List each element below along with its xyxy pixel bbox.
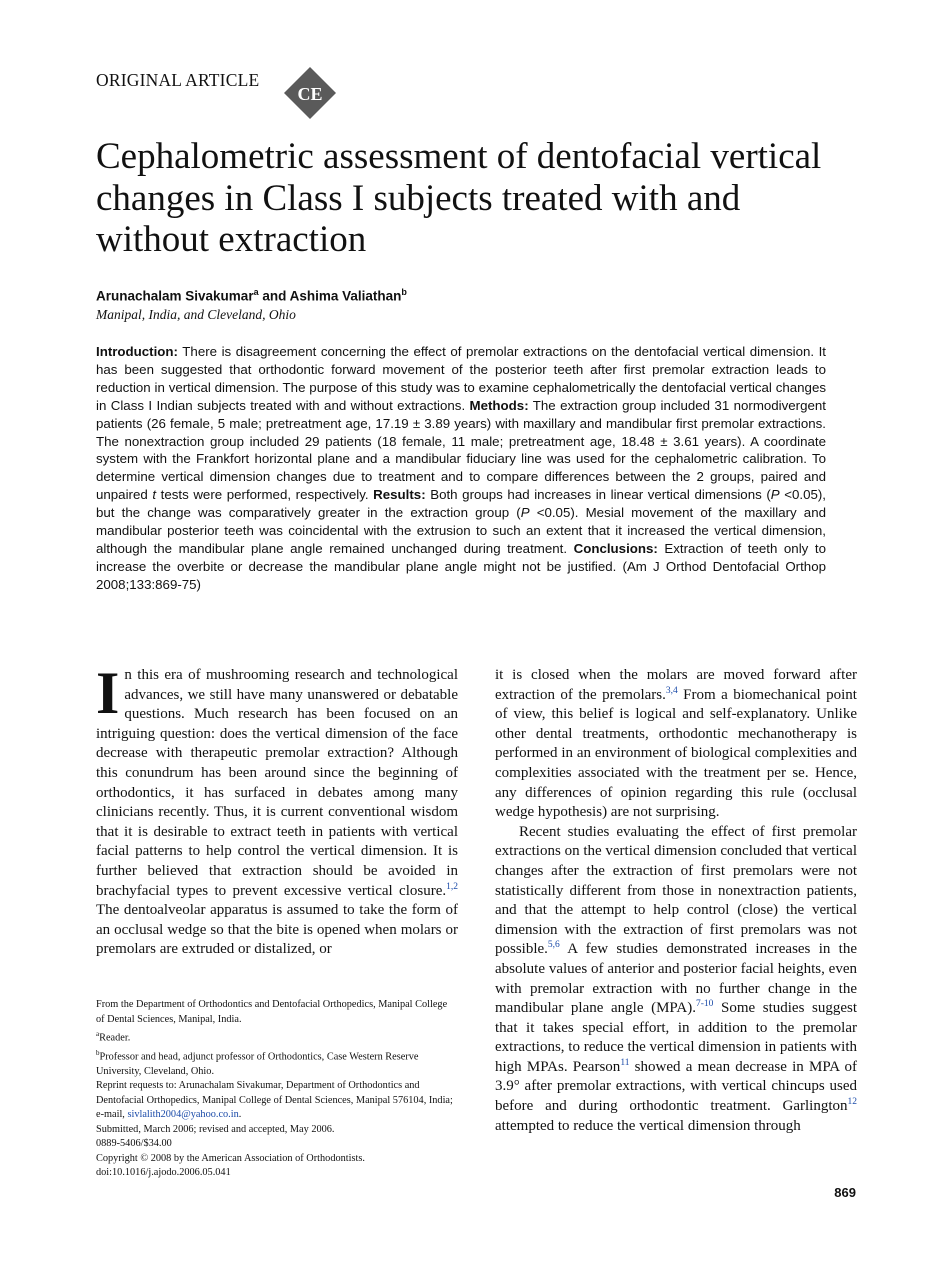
footnote-text: . bbox=[238, 1109, 242, 1121]
body-text: The dentoalveolar apparatus is assumed to take the form of an occlusal wedge so that the bite is opened when molars or premolars are extruded or distalized, or bbox=[96, 902, 458, 958]
footnotes bbox=[96, 998, 458, 1181]
abstract-italic-p: P bbox=[520, 505, 530, 521]
section-label: ORIGINAL ARTICLE bbox=[96, 70, 260, 90]
page-number: 869 bbox=[834, 1185, 856, 1200]
abstract-text: <0.05). Mesial movement of the maxillary and mandibular posterior teeth was coincidental with the extrusion to such an extent that it increased the vertical dimension, although the mandibular plane angle remained unchanged during treatment. bbox=[96, 505, 826, 556]
footnote-b bbox=[96, 1046, 458, 1079]
body-text: n this era of mushrooming research and technological advances, we still have many unanswered or debatable questions. Much research has been focused on an intriguing question: does the vertical dimension of the face decrease with therapeutic premolar extraction? Although this conundrum has been around since the beginning of orthodontics, it has surfaced in debates among many clinicians recently. Thus, it is current conventional wisdom that it is desirable to extract teeth in patients with vertical facial patterns to help control the vertical dimension. It is further believed that extraction should be avoided in brachyfacial types to prevent excessive vertical closure. bbox=[96, 667, 458, 899]
body-text: From a biomechanical point of view, this belief is logical and self-explanatory. Unlike other dental treatments, orthodontic mechanotherapy is performed in an environment of biological complexities and complexities associated with the treatment per se. Hence, any differences of opinion regarding this rule (occlusal wedge hypothesis) are not surprising. bbox=[495, 686, 857, 821]
footnote-a bbox=[96, 1027, 458, 1046]
footnote-text: Professor and head, adjunct professor of Orthodontics, Case Western Reserve University, Cleveland, Ohio. bbox=[96, 1051, 419, 1077]
abstract-heading-results: Results: bbox=[373, 487, 426, 503]
abstract-text: The extraction group included 31 normodivergent patients (26 female, 5 male; pretreatment age, 17.19 ± 3.89 years) with maxillary and mandibular first premolar extractions. The nonextraction group included 29 patients (18 female, 11 male; pretreatment age, 18.48 ± 3.61 years). A coordinate system with the Frankfort horizontal plane and a mandibular fiduciary line was used for the cephalometric calibration. To determine vertical dimension changes due to treatment and to compare differences between the 2 groups, paired and unpaired bbox=[96, 397, 826, 503]
abstract bbox=[96, 343, 826, 594]
footnote-doi: doi:10.1016/j.ajodo.2006.05.041 bbox=[96, 1167, 231, 1179]
body-column-left bbox=[96, 660, 458, 960]
author-name: Arunachalam Sivakumar bbox=[96, 288, 254, 304]
abstract-text: Extraction of teeth only to increase the overbite or decrease the mandibular plane angle might not be justified. (Am J Orthod Dentofacial Orthop 2008;133:869-75) bbox=[96, 540, 826, 592]
badge-text: CE bbox=[297, 84, 323, 104]
footnote-mark: a bbox=[96, 1030, 100, 1038]
citation-link[interactable]: 5,6 bbox=[547, 940, 560, 951]
body-text: showed a mean decrease in MPA of 3.9° after premolar extractions, with vertical chincups used before and during orthodontic treatment. Garlington bbox=[495, 1058, 857, 1115]
footnote-department: From the Department of Orthodontics and Dentofacial Orthopedics, Manipal College of Dental Sciences, Manipal, India. bbox=[96, 999, 448, 1025]
body-text: Recent studies evaluating the effect of first premolar extractions on the vertical dimension concluded that vertical changes after the extraction of first premolars were not statistically different from those in nonextraction patients, and that the attempt to help control (close) the vertical dimension with the extraction of first premolars was not possible. bbox=[495, 823, 857, 958]
body-text: attempted to reduce the vertical dimension through bbox=[495, 1117, 801, 1134]
footnote-reprint bbox=[96, 1079, 458, 1123]
author-line bbox=[96, 287, 407, 304]
affiliation-mark: b bbox=[401, 287, 407, 297]
footnote-copyright: Copyright © 2008 by the American Association of Orthodontists. bbox=[96, 1152, 365, 1164]
citation-link[interactable]: 12 bbox=[847, 1097, 857, 1108]
abstract-text: <0.05), but the change was comparatively greater in the extraction group ( bbox=[96, 487, 827, 521]
footnote-mark: b bbox=[96, 1048, 100, 1057]
abstract-italic-p: P bbox=[770, 487, 780, 503]
body-text: A few studies demonstrated increases in the absolute values of anterior and posterior facial heights, even with premolar extraction with no further change in the mandibular plane angle (MPA). bbox=[495, 941, 857, 1017]
citation-link[interactable]: 3,4 bbox=[665, 685, 678, 696]
abstract-text: There is disagreement concerning the effect of premolar extractions on the dentofacial vertical dimension. It has been suggested that orthodontic forward movement of the posterior teeth after first premolar extraction leads to reduction in vertical dimension. The purpose of this study was to examine cephalometrically the dentofacial vertical changes in Class I Indian subjects treated with and without extractions. bbox=[96, 344, 826, 413]
abstract-text: Both groups had increases in linear vertical dimensions ( bbox=[425, 487, 771, 503]
footnote-text: Reprint requests to: Arunachalam Sivakumar, Department of Orthodontics and Dentofacial Orthopedics, Manipal College of Dental Sciences, Manipal 576104, India; e-mail, bbox=[96, 1080, 453, 1121]
citation-link[interactable]: 7-10 bbox=[695, 999, 714, 1010]
body-paragraph bbox=[495, 823, 857, 1137]
author-name: Ashima Valiathan bbox=[289, 288, 402, 304]
author-joiner: and bbox=[258, 288, 290, 304]
footnote-submitted: Submitted, March 2006; revised and accepted, May 2006. bbox=[96, 1123, 335, 1135]
body-paragraph bbox=[96, 660, 458, 960]
abstract-heading-conclusions: Conclusions: bbox=[573, 540, 658, 556]
body-text: it is closed when the molars are moved forward after extraction of the premolars. bbox=[495, 667, 857, 703]
body-column-right bbox=[495, 666, 857, 1136]
citation-link[interactable]: 11 bbox=[620, 1057, 630, 1068]
footnote-text: Reader. bbox=[99, 1032, 131, 1044]
body-paragraph bbox=[495, 666, 857, 823]
email-link[interactable]: sivlalith2004@yahoo.co.in bbox=[127, 1109, 239, 1121]
abstract-heading-introduction: Introduction: bbox=[96, 344, 178, 359]
abstract-italic-t: t bbox=[152, 487, 157, 503]
author-affiliation: Manipal, India, and Cleveland, Ohio bbox=[96, 307, 296, 322]
continuing-education-badge bbox=[283, 66, 337, 120]
footnote-price: 0889-5406/$34.00 bbox=[96, 1138, 172, 1150]
article-title: Cephalometric assessment of dentofacial vertical changes in Class I subjects treated with and without extraction bbox=[96, 136, 822, 260]
abstract-text: tests were performed, respectively. bbox=[156, 487, 374, 503]
affiliation-mark: a bbox=[253, 287, 259, 297]
citation-link[interactable]: 1,2 bbox=[446, 881, 458, 892]
drop-cap: I bbox=[96, 660, 120, 726]
abstract-heading-methods: Methods: bbox=[469, 397, 529, 413]
body-text: Some studies suggest that it takes special effort, in addition to the premolar extractions, to reduce the vertical dimension in patients with high MPAs. Pearson bbox=[495, 1000, 857, 1075]
